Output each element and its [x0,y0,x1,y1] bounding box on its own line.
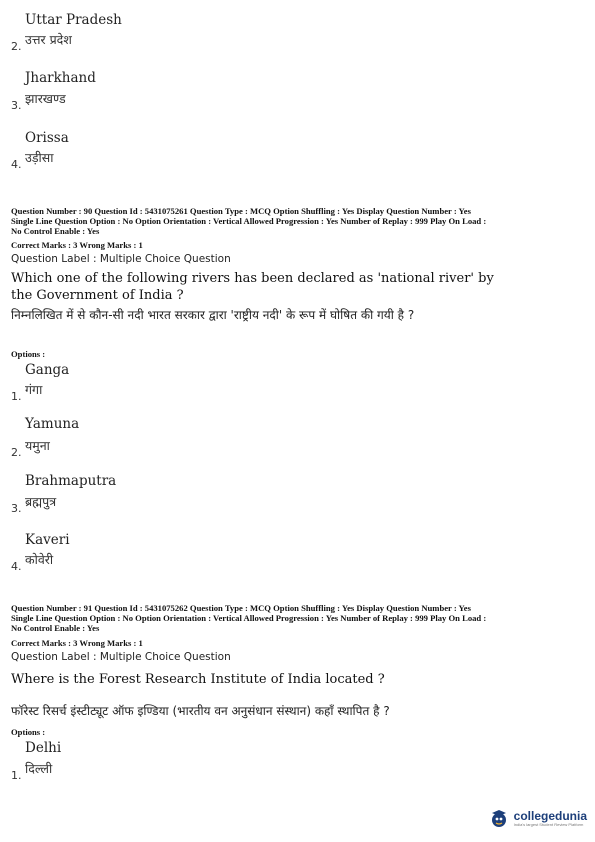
q89-option-2-en: Uttar Pradesh [25,12,122,28]
q90-options-label: Options : [11,349,46,359]
q91-option-1-num: 1. [11,769,22,782]
q91-meta [11,603,591,633]
q89-option-4-num: 4. [11,158,22,171]
q90-option-2-hi: यमुना [25,438,50,453]
graduate-mascot-icon [489,808,509,828]
q90-question-text-hi: निम्नलिखित में से कौन-सी नदी भारत सरकार द्वारा 'राष्ट्रीय नदी' के रूप में घोषित की गयी है ? [11,308,415,322]
q90-option-3-num: 3. [11,502,22,515]
logo-tagline: India's largest Student Review Platform [513,821,584,827]
collegedunia-logo [489,808,587,828]
q91-option-1-hi: दिल्ली [25,761,53,776]
q90-meta-line-3: No Control Enable : Yes [11,226,100,236]
logo-name: collegedunia [513,808,587,823]
q91-meta-line-3: No Control Enable : Yes [11,623,100,633]
q91-question-label: Question Label : Multiple Choice Question [11,651,231,663]
q89-option-4-hi: उड़ीसा [25,150,54,165]
q90-option-3-hi: ब्रह्मपुत्र [25,494,57,509]
q90-option-4-hi: कोवेरी [25,552,54,567]
q90-option-1-num: 1. [11,390,22,403]
q91-meta-line-2: Single Line Question Option : No Option Orientation : Vertical Allowed Progression : Yes Number of Replay : 999 Play On Load : [11,613,487,623]
q90-option-2-num: 2. [11,446,22,459]
q90-option-4-num: 4. [11,560,22,573]
q89-option-2-hi: उत्तर प्रदेश [25,32,72,47]
q89-option-2-num: 2. [11,40,22,53]
q90-option-4-en: Kaveri [25,532,70,548]
q91-question-text-hi: फॉरेस्ट रिसर्च इंस्टीट्यूट ऑफ इण्डिया (भारतीय वन अनुसंधान संस्थान) कहाँ स्थापित है ? [11,704,390,718]
q89-option-3-num: 3. [11,99,22,112]
q90-option-3-en: Brahmaputra [25,473,117,489]
q91-options-label: Options : [11,727,46,737]
q89-option-3-hi: झारखण्ड [25,91,66,106]
q90-question-text-en: Which one of the following rivers has been declared as 'national river' by the Government of India ? [11,271,494,303]
q91-marks: Correct Marks : 3 Wrong Marks : 1 [11,638,143,648]
q90-meta-line-2: Single Line Question Option : No Option Orientation : Vertical Allowed Progression : Yes Number of Replay : 999 Play On Load : [11,216,487,226]
q90-question-label: Question Label : Multiple Choice Question [11,253,231,265]
q90-option-2-en: Yamuna [25,416,80,432]
q91-meta-line-1: Question Number : 91 Question Id : 5431075262 Question Type : MCQ Option Shuffling : Yes Display Question Number : Yes [11,603,471,613]
q89-option-4-en: Orissa [25,130,69,146]
q90-option-1-hi: गंगा [25,382,43,397]
q91-option-1-en: Delhi [25,740,62,756]
q90-meta-line-1: Question Number : 90 Question Id : 5431075261 Question Type : MCQ Option Shuffling : Yes Display Question Number : Yes [11,206,471,216]
q90-marks: Correct Marks : 3 Wrong Marks : 1 [11,240,143,250]
q90-option-1-en: Ganga [25,362,70,378]
q89-option-3-en: Jharkhand [25,70,96,86]
logo-text-group [514,810,587,827]
q91-question-text-en: Where is the Forest Research Institute of India located ? [11,672,385,687]
q90-meta [11,206,591,236]
